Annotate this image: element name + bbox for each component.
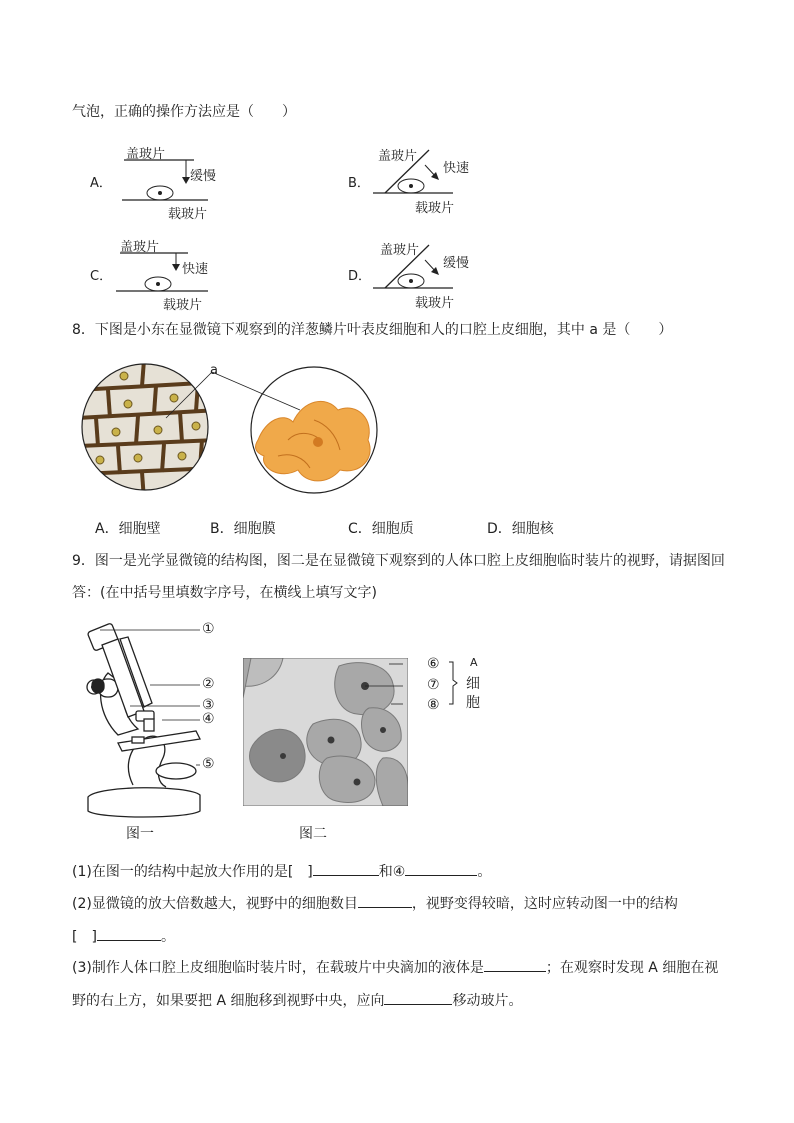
q9-sub2 (72, 893, 678, 914)
cheek-cell-micrograph (248, 365, 383, 500)
marker-5: ⑤ (202, 756, 215, 772)
answer-blank-2[interactable] (405, 861, 477, 876)
sub3-text-d: 移动玻片。 (452, 993, 523, 1009)
q9-sub3-cont (72, 990, 522, 1011)
q8-micrograph-figure (78, 360, 383, 500)
q9-stem-line2: 答：(在中括号里填数字序号，在横线上填写文字) (72, 585, 377, 601)
sub3-text-c: 野的右上方，如果要把 A 细胞移到视野中央，应向 (72, 993, 385, 1009)
label-cover-slip: 盖玻片 (120, 240, 160, 255)
sub2-text-b: ，视野变得较暗，这时应转动图一中的结构 (411, 896, 678, 912)
sub2-text-c: [ ] (72, 929, 97, 945)
sub1-text-c: 。 (477, 864, 492, 880)
marker-6: ⑥ (427, 656, 440, 672)
answer-blank-6[interactable] (384, 990, 452, 1005)
figure-2-caption: 图二 (299, 826, 327, 842)
label-speed: 快速 (443, 161, 470, 176)
cell-bracket (447, 660, 459, 706)
q9-sub1 (72, 861, 491, 882)
label-speed: 快速 (182, 262, 209, 277)
sub3-text-b: ；在观察时发现 A 细胞在视 (545, 960, 719, 976)
marker-4: ④ (202, 711, 215, 727)
onion-cell-micrograph (78, 360, 218, 500)
q9-sub2-cont (72, 926, 175, 947)
q8-option-b[interactable]: B．细胞膜 (210, 521, 276, 537)
label-cover-slip: 盖玻片 (126, 147, 166, 162)
answer-blank-5[interactable] (484, 957, 546, 972)
q9-stem-line1: 9．图一是光学显微镜的结构图，图二是在显微镜下观察到的人体口腔上皮细胞临时装片的视野，请据图回 (72, 553, 725, 569)
sub1-text-b: 和 (378, 864, 393, 880)
marker-7: ⑦ (427, 677, 440, 693)
cell-label-a: A (470, 656, 478, 669)
q8-stem: 8．下图是小东在显微镜下观察到的洋葱鳞片叶表皮细胞和人的口腔上皮细胞，其中 a 是（ ） (72, 322, 673, 338)
label-speed: 缓慢 (443, 256, 470, 271)
sub2-text-d: 。 (160, 929, 175, 945)
q8-option-a[interactable]: A．细胞壁 (95, 521, 161, 537)
label-slide: 载玻片 (415, 296, 455, 311)
label-cover-slip: 盖玻片 (378, 149, 418, 164)
q8-option-c[interactable]: C．细胞质 (348, 521, 414, 537)
pointer-label-a: a (210, 363, 218, 378)
diagram-cover-slip-parallel (108, 248, 218, 298)
option-letter: A． (90, 176, 112, 191)
marker-2: ② (202, 676, 215, 692)
q8-option-d[interactable]: D．细胞核 (487, 521, 554, 537)
sub1-text-a: (1)在图一的结构中起放大作用的是[ ] (72, 864, 313, 880)
label-slide: 载玻片 (163, 298, 203, 313)
option-letter: B． (348, 176, 370, 191)
q7-stem-tail: 气泡，正确的操作方法应是（ ） (72, 104, 296, 120)
diagram-cover-slip-parallel (110, 155, 220, 210)
cheek-cell-field-micrograph (243, 658, 408, 806)
cell-label-char2: 胞 (466, 695, 480, 711)
label-slide: 载玻片 (168, 207, 208, 222)
q9-sub3 (72, 957, 718, 978)
diagram-cover-slip-angled (365, 240, 465, 295)
label-cover-slip: 盖玻片 (380, 243, 420, 258)
marker-8: ⑧ (427, 697, 440, 713)
label-speed: 缓慢 (190, 169, 217, 184)
diagram-cover-slip-angled (365, 145, 465, 200)
cell-label-char1: 细 (466, 676, 480, 692)
figure-1-caption: 图一 (126, 826, 154, 842)
answer-blank-1[interactable] (313, 861, 379, 876)
sub3-text-a: (3)制作人体口腔上皮细胞临时装片时，在载玻片中央滴加的液体是 (72, 960, 484, 976)
answer-blank-4[interactable] (97, 926, 161, 941)
label-slide: 载玻片 (415, 201, 455, 216)
sub1-circled-marker: ④ (392, 864, 406, 880)
sub2-text-a: (2)显微镜的放大倍数越大，视野中的细胞数目 (72, 896, 358, 912)
marker-1: ① (202, 621, 215, 637)
option-letter: C． (90, 269, 113, 284)
option-letter: D． (348, 269, 372, 284)
answer-blank-3[interactable] (358, 893, 412, 908)
marker-3: ③ (202, 697, 215, 713)
